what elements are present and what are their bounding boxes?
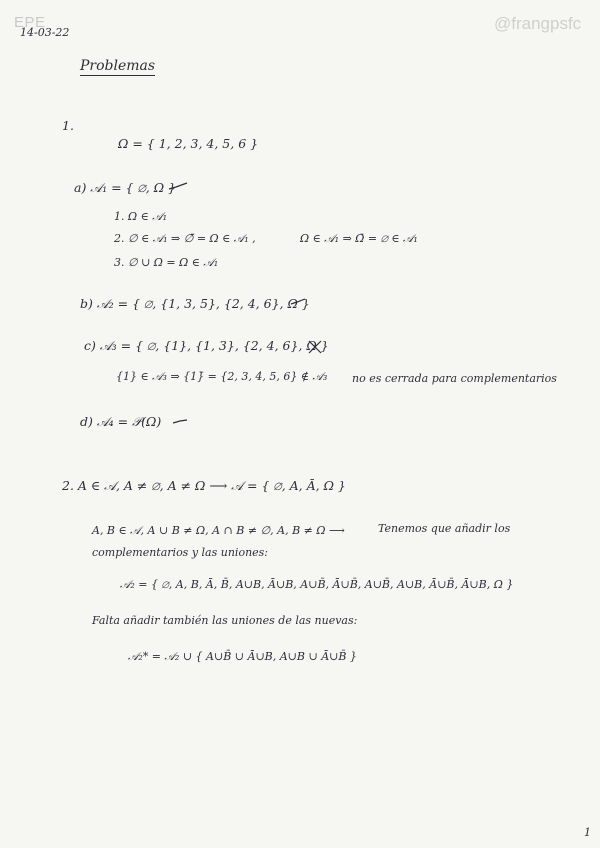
problem-2-line-3: complementarios y las uniones: — [92, 546, 269, 559]
check-mark-icon — [172, 418, 188, 426]
problem-2-line-4: Falta añadir también las uniones de las nuevas: — [92, 614, 358, 627]
problem-2-set-2: 𝒜₂* = 𝒜₂ ∪ { A∪B̄ ∪ Ā∪B, A∪B ∪ Ā∪B̄ } — [128, 650, 357, 663]
problem-1c-label: c) 𝒜₃ = { ∅, {1}, {1, 3}, {2, 4, 6}, Ω } — [84, 338, 329, 353]
page-title: Problemas — [80, 58, 156, 74]
problem-2-set: 𝒜₂ = { ∅, A, B, Ā, B̄, A∪B, Ā∪B, A∪B̄, Ā∪B̄, A∪B̄, A∪B, Ā∪B̄, Ā∪B, Ω } — [120, 578, 514, 591]
problem-1c-note-text: no es cerrada para complementarios — [352, 372, 557, 385]
problem-2-line-2a: A, B ∈ 𝒜, A ∪ B ≠ Ω, A ∩ B ≠ ∅, A, B ≠ Ω ⟶ — [92, 524, 345, 537]
problem-1c-note-math: {1} ∈ 𝒜₃ ⇒ {1}̄ = {2, 3, 4, 5, 6} ∉ 𝒜₃ — [116, 370, 328, 383]
problem-2-line-2b: Tenemos que añadir los — [378, 522, 511, 535]
page-number: 1 — [584, 826, 591, 839]
problem-1a-label: a) 𝒜₁ = { ∅, Ω } — [74, 180, 176, 195]
cross-mark-icon — [308, 340, 322, 354]
date: 14-03-22 — [20, 26, 70, 39]
problem-1a-item-1: 1. Ω ∈ 𝒜₁ — [114, 210, 168, 223]
problem-2-line-1: 2. A ∈ 𝒜, A ≠ ∅, A ≠ Ω ⟶ 𝒜 = { ∅, A, Ā, Ω } — [62, 478, 346, 493]
problem-1-number: 1. — [62, 118, 74, 133]
problem-1d: d) 𝒜₄ = 𝒫(Ω) — [80, 414, 162, 429]
problem-1b: b) 𝒜₂ = { ∅, {1, 3, 5}, {2, 4, 6}, Ω } — [80, 296, 310, 311]
watermark-left: EPE — [14, 14, 46, 31]
problem-1-omega: Ω = { 1, 2, 3, 4, 5, 6 } — [118, 136, 259, 151]
check-mark-icon — [290, 298, 306, 308]
problem-1a-item-3: 3. ∅ ∪ Ω = Ω ∈ 𝒜₁ — [114, 256, 219, 269]
problem-1a-item-2b: Ω ∈ 𝒜₁ ⇒ Ω̄ = ∅ ∈ 𝒜₁ — [300, 232, 418, 245]
problem-1a-item-2: 2. ∅ ∈ 𝒜₁ ⇒ ∅̄ = Ω ∈ 𝒜₁ , — [114, 232, 256, 245]
check-mark-icon — [168, 182, 188, 194]
watermark-right: @frangpsfc — [494, 14, 582, 33]
